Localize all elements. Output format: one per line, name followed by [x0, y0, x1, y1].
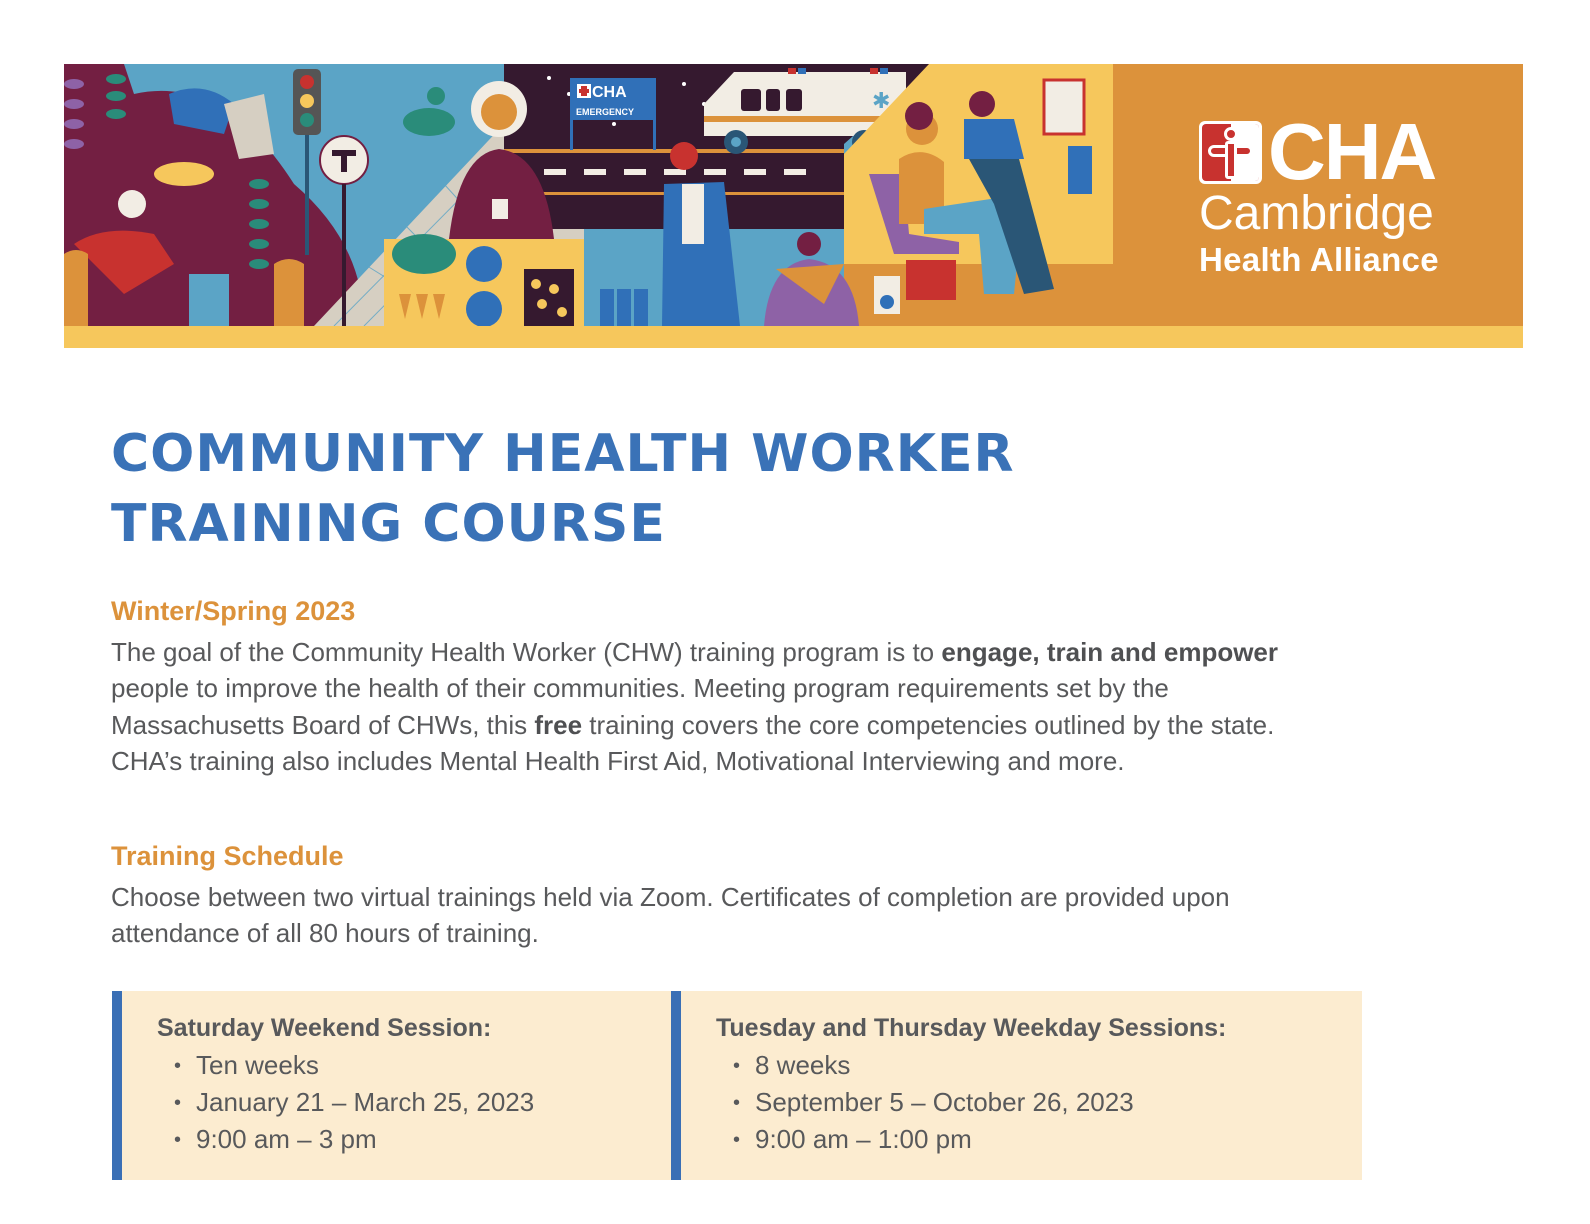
session-details-list	[174, 1047, 534, 1158]
logo-abbreviation: CHA	[1268, 107, 1436, 196]
bullet-icon: •	[733, 1092, 741, 1114]
intro-text: people to improve the health of their communities. Meeting program requirements set by the Massachusetts Board of CHWs, this	[111, 673, 1169, 740]
session-dates: January 21 – March 25, 2023	[196, 1087, 535, 1117]
header-banner	[64, 64, 1523, 348]
session-details-list	[733, 1047, 1134, 1158]
intro-emphasis-free: free	[534, 709, 583, 740]
svg-text:EMERGENCY: EMERGENCY	[576, 107, 635, 117]
session-duration: Ten weeks	[196, 1050, 319, 1080]
bullet-icon: •	[174, 1092, 182, 1114]
bullet-icon: •	[733, 1129, 741, 1151]
session-detail-item	[174, 1047, 534, 1084]
intro-emphasis-engage: engage, train and empower	[941, 637, 1279, 667]
session-detail-item	[733, 1084, 1134, 1121]
session-title: Tuesday and Thursday Weekday Sessions:	[716, 1014, 1227, 1042]
page-title-line-2: TRAINING COURSE	[111, 494, 666, 554]
session-duration: 8 weeks	[755, 1050, 851, 1080]
page-title-line-1: COMMUNITY HEALTH WORKER	[111, 424, 1015, 484]
session-detail-item	[174, 1084, 534, 1121]
intro-paragraph	[111, 634, 1331, 780]
svg-text:CHA: CHA	[592, 84, 627, 101]
cha-logo[interactable]	[1199, 107, 1469, 280]
season-heading: Winter/Spring 2023	[111, 596, 356, 626]
logo-line-health-alliance: Health Alliance	[1199, 241, 1439, 278]
session-detail-item	[733, 1047, 1134, 1084]
svg-text:✱: ✱	[872, 89, 891, 114]
bullet-icon: •	[733, 1055, 741, 1077]
session-times: 9:00 am – 3 pm	[196, 1124, 377, 1154]
intro-text: The goal of the Community Health Worker (CHW) training program is to	[111, 637, 942, 667]
banner-accent-strip	[64, 326, 1523, 348]
logo-line-cambridge: Cambridge	[1199, 187, 1434, 240]
session-detail-item	[733, 1121, 1134, 1158]
session-card-weekday	[671, 991, 1362, 1180]
page-title	[111, 419, 1015, 559]
logo-panel	[1113, 64, 1523, 326]
schedule-description: Choose between two virtual trainings held via Zoom. Certificates of completion are provided upon attendance of all 80 hours of training.	[111, 882, 1230, 949]
cha-cross-icon	[1199, 121, 1262, 184]
community-illustration	[64, 64, 1113, 326]
bullet-icon: •	[174, 1055, 182, 1077]
session-title: Saturday Weekend Session:	[157, 1014, 492, 1042]
session-detail-item	[174, 1121, 534, 1158]
intro-text: training covers the core competencies outlined by the state. CHA’s training also includes Mental Health First Aid, Motivational Interviewing and more.	[111, 709, 1275, 777]
session-times: 9:00 am – 1:00 pm	[755, 1124, 972, 1154]
session-dates: September 5 – October 26, 2023	[755, 1087, 1134, 1117]
bullet-icon: •	[174, 1129, 182, 1151]
schedule-box	[112, 991, 1362, 1180]
schedule-heading: Training Schedule	[111, 841, 344, 871]
session-card-weekend	[112, 991, 671, 1180]
